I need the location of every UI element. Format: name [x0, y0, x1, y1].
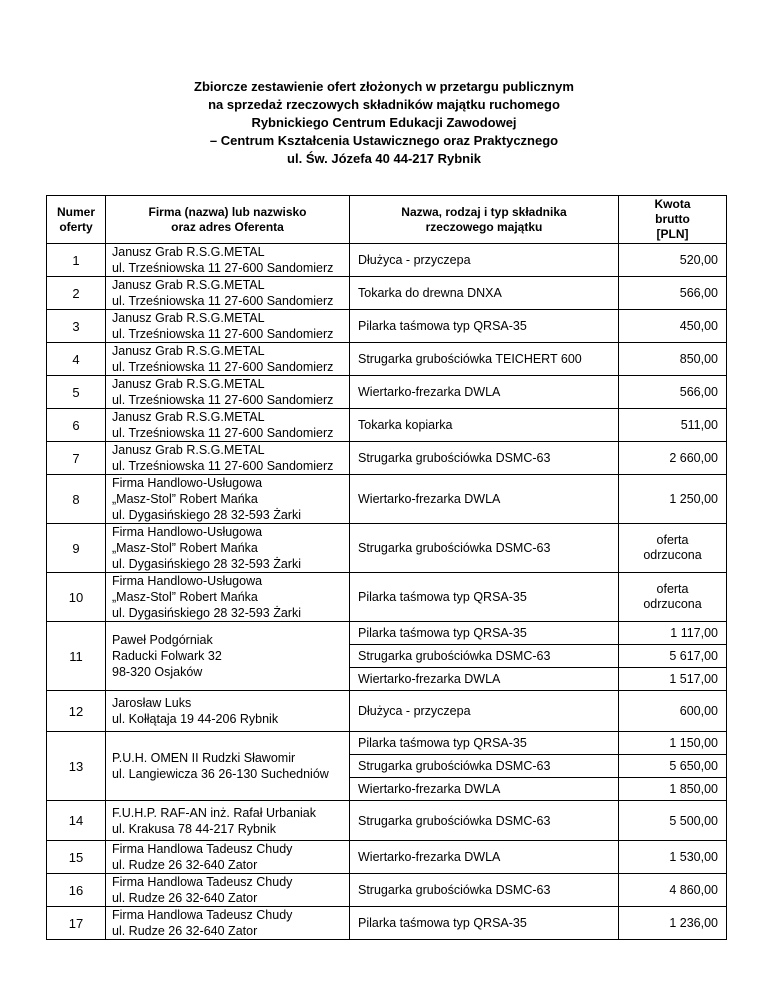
offeror: Janusz Grab R.S.G.METAL ul. Trześniowska 11 27-600 Sandomierz — [106, 277, 350, 310]
offer-number: 4 — [47, 343, 106, 376]
offeror: Firma Handlowa Tadeusz Chudy ul. Rudze 26 32-640 Zator — [106, 907, 350, 940]
item-name: Strugarka grubościówka DSMC-63 — [350, 801, 619, 841]
offeror: Jarosław Luks ul. Kołłątaja 19 44-206 Rybnik — [106, 691, 350, 732]
item-name: Pilarka taśmowa typ QRSA-35 — [350, 732, 619, 755]
table-row — [47, 573, 727, 622]
item-name: Strugarka grubościówka DSMC-63 — [350, 755, 619, 778]
item-name: Pilarka taśmowa typ QRSA-35 — [350, 573, 619, 622]
amount: 1 150,00 — [619, 732, 727, 755]
title-line: Rybnickiego Centrum Edukacji Zawodowej — [251, 115, 517, 130]
amount: 1 850,00 — [619, 778, 727, 801]
offer-number: 2 — [47, 277, 106, 310]
item-name: Pilarka taśmowa typ QRSA-35 — [350, 310, 619, 343]
title-line: – Centrum Kształcenia Ustawicznego oraz Praktycznego — [209, 133, 559, 148]
item-name: Wiertarko-frezarka DWLA — [350, 778, 619, 801]
offeror: Paweł Podgórniak Raducki Folwark 32 98-320 Osjaków — [106, 622, 350, 691]
item-name: Strugarka grubościówka DSMC-63 — [350, 442, 619, 475]
amount: 1 250,00 — [619, 475, 727, 524]
amount: 2 660,00 — [619, 442, 727, 475]
offer-number: 15 — [47, 841, 106, 874]
item-name: Wiertarko-frezarka DWLA — [350, 841, 619, 874]
item-name: Dłużyca - przyczepa — [350, 691, 619, 732]
amount: 4 860,00 — [619, 874, 727, 907]
offer-number: 11 — [47, 622, 106, 691]
amount: 450,00 — [619, 310, 727, 343]
amount: 520,00 — [619, 244, 727, 277]
document-title — [0, 78, 768, 168]
offer-number: 6 — [47, 409, 106, 442]
offer-number: 8 — [47, 475, 106, 524]
amount: 511,00 — [619, 409, 727, 442]
amount: 5 500,00 — [619, 801, 727, 841]
table-row — [47, 277, 727, 310]
item-name: Pilarka taśmowa typ QRSA-35 — [350, 622, 619, 645]
item-name: Tokarka do drewna DNXA — [350, 277, 619, 310]
item-name: Tokarka kopiarka — [350, 409, 619, 442]
offeror: F.U.H.P. RAF-AN inż. Rafał Urbaniak ul. Krakusa 78 44-217 Rybnik — [106, 801, 350, 841]
offer-number: 14 — [47, 801, 106, 841]
item-name: Strugarka grubościówka DSMC-63 — [350, 645, 619, 668]
offeror: Firma Handlowo-Usługowa „Masz-Stol” Robert Mańka ul. Dygasińskiego 28 32-593 Żarki — [106, 573, 350, 622]
offeror: Janusz Grab R.S.G.METAL ul. Trześniowska 11 27-600 Sandomierz — [106, 343, 350, 376]
offer-number: 9 — [47, 524, 106, 573]
table-row — [47, 442, 727, 475]
offer-number: 13 — [47, 732, 106, 801]
item-name: Strugarka grubościówka DSMC-63 — [350, 874, 619, 907]
header-firm: Firma (nazwa) lub nazwisko oraz adres Oferenta — [106, 196, 350, 244]
title-line: na sprzedaż rzeczowych składników majątku ruchomego — [208, 97, 560, 112]
table-header-row — [47, 196, 727, 244]
item-name: Pilarka taśmowa typ QRSA-35 — [350, 907, 619, 940]
amount: 5 650,00 — [619, 755, 727, 778]
offer-number: 12 — [47, 691, 106, 732]
offer-number: 1 — [47, 244, 106, 277]
item-name: Wiertarko-frezarka DWLA — [350, 668, 619, 691]
table-row — [47, 732, 727, 755]
offeror: P.U.H. OMEN II Rudzki Sławomir ul. Langiewicza 36 26-130 Suchedniów — [106, 732, 350, 801]
item-name: Dłużyca - przyczepa — [350, 244, 619, 277]
table-row — [47, 907, 727, 940]
amount-rejected: oferta odrzucona — [619, 573, 727, 622]
header-amount: Kwota brutto [PLN] — [619, 196, 727, 244]
offer-number: 17 — [47, 907, 106, 940]
header-item: Nazwa, rodzaj i typ składnika rzeczowego majątku — [350, 196, 619, 244]
offeror: Firma Handlowo-Usługowa „Masz-Stol” Robert Mańka ul. Dygasińskiego 28 32-593 Żarki — [106, 475, 350, 524]
amount: 1 236,00 — [619, 907, 727, 940]
table-row — [47, 409, 727, 442]
table-row — [47, 343, 727, 376]
amount-rejected: oferta odrzucona — [619, 524, 727, 573]
item-name: Wiertarko-frezarka DWLA — [350, 376, 619, 409]
offer-number: 3 — [47, 310, 106, 343]
offer-number: 10 — [47, 573, 106, 622]
table-row — [47, 841, 727, 874]
table-row — [47, 244, 727, 277]
amount: 5 617,00 — [619, 645, 727, 668]
table-row — [47, 801, 727, 841]
amount: 1 517,00 — [619, 668, 727, 691]
table-row — [47, 691, 727, 732]
amount: 600,00 — [619, 691, 727, 732]
offeror: Janusz Grab R.S.G.METAL ul. Trześniowska 11 27-600 Sandomierz — [106, 244, 350, 277]
offeror: Firma Handlowa Tadeusz Chudy ul. Rudze 26 32-640 Zator — [106, 874, 350, 907]
amount: 1 117,00 — [619, 622, 727, 645]
offeror: Firma Handlowo-Usługowa „Masz-Stol” Robert Mańka ul. Dygasińskiego 28 32-593 Żarki — [106, 524, 350, 573]
table-row — [47, 310, 727, 343]
item-name: Strugarka grubościówka DSMC-63 — [350, 524, 619, 573]
offeror: Janusz Grab R.S.G.METAL ul. Trześniowska 11 27-600 Sandomierz — [106, 409, 350, 442]
title-line: ul. Św. Józefa 40 44-217 Rybnik — [287, 151, 481, 166]
offers-table — [46, 195, 727, 940]
offeror: Janusz Grab R.S.G.METAL ul. Trześniowska 11 27-600 Sandomierz — [106, 442, 350, 475]
table-row — [47, 874, 727, 907]
offer-number: 7 — [47, 442, 106, 475]
table-row — [47, 524, 727, 573]
offeror: Janusz Grab R.S.G.METAL ul. Trześniowska 11 27-600 Sandomierz — [106, 310, 350, 343]
table-row — [47, 622, 727, 645]
table-row — [47, 376, 727, 409]
amount: 566,00 — [619, 277, 727, 310]
amount: 1 530,00 — [619, 841, 727, 874]
item-name: Strugarka grubościówka TEICHERT 600 — [350, 343, 619, 376]
amount: 566,00 — [619, 376, 727, 409]
item-name: Wiertarko-frezarka DWLA — [350, 475, 619, 524]
offeror: Janusz Grab R.S.G.METAL ul. Trześniowska 11 27-600 Sandomierz — [106, 376, 350, 409]
amount: 850,00 — [619, 343, 727, 376]
offeror: Firma Handlowa Tadeusz Chudy ul. Rudze 26 32-640 Zator — [106, 841, 350, 874]
offer-number: 16 — [47, 874, 106, 907]
header-number: Numer oferty — [47, 196, 106, 244]
title-line: Zbiorcze zestawienie ofert złożonych w przetargu publicznym — [194, 79, 574, 94]
offer-number: 5 — [47, 376, 106, 409]
table-row — [47, 475, 727, 524]
